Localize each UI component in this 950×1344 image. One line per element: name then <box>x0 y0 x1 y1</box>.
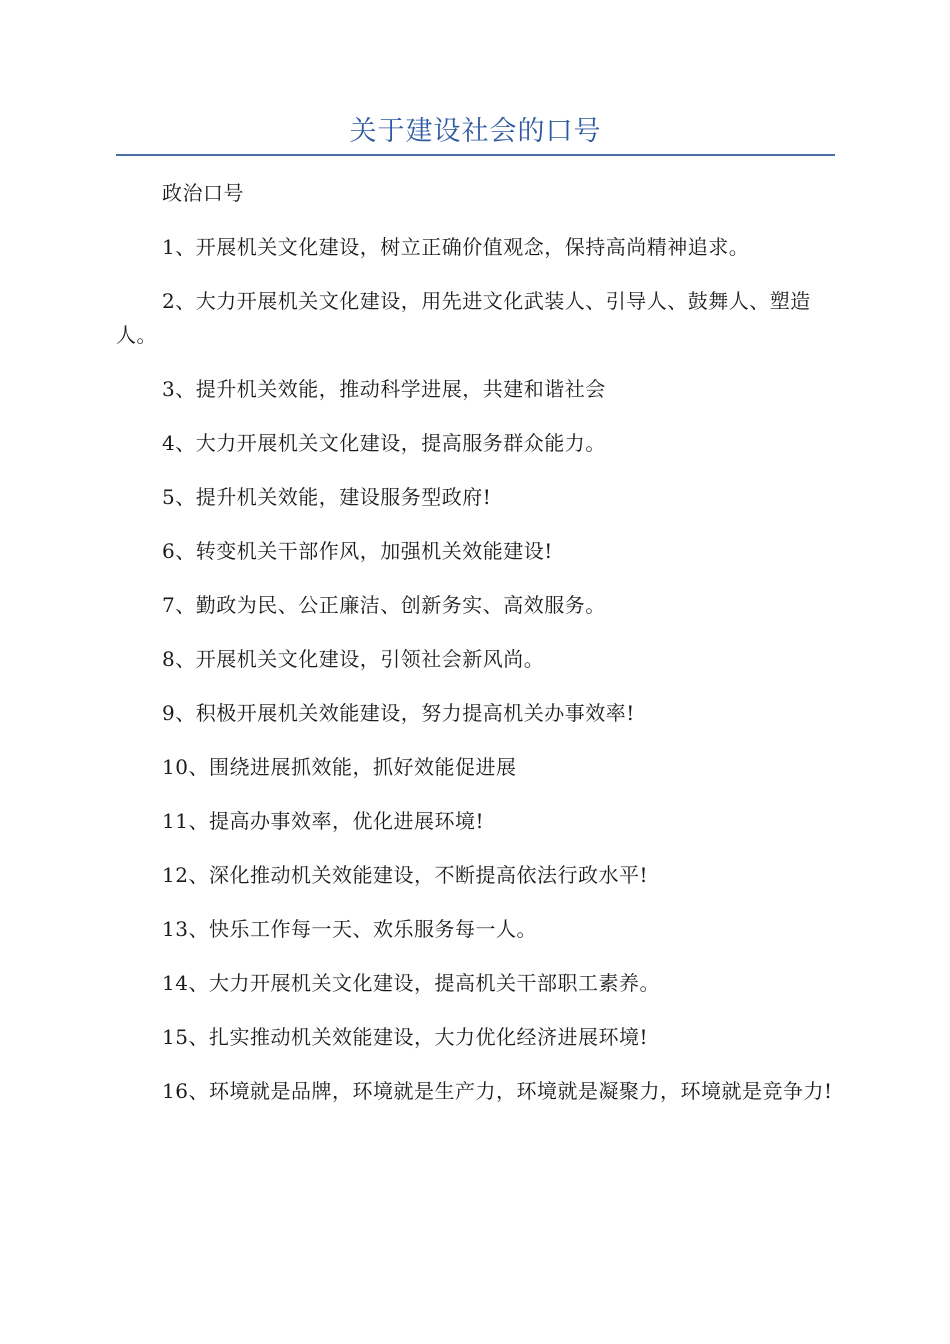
slogan-item: 6、转变机关干部作风，加强机关效能建设! <box>162 539 553 563</box>
document-body <box>116 176 835 1128</box>
slogan-item: 16、环境就是品牌，环境就是生产力，环境就是凝聚力，环境就是竞争力! <box>162 1079 833 1103</box>
slogan-item: 1、开展机关文化建设，树立正确价值观念，保持高尚精神追求。 <box>162 235 750 259</box>
slogan-item: 8、开展机关文化建设，引领社会新风尚。 <box>162 647 545 671</box>
slogan-item: 4、大力开展机关文化建设，提高服务群众能力。 <box>162 431 606 455</box>
slogan-item: 9、积极开展机关效能建设，努力提高机关办事效率! <box>162 701 635 725</box>
slogan-item: 10、围绕进展抓效能，抓好效能促进展 <box>162 755 517 779</box>
title-underline <box>116 154 835 156</box>
slogan-item: 2、大力开展机关文化建设，用先进文化武装人、引导人、鼓舞人、塑造人。 <box>116 289 811 347</box>
slogan-item: 13、快乐工作每一天、欢乐服务每一人。 <box>162 917 537 941</box>
slogan-item: 5、提升机关效能，建设服务型政府! <box>162 485 492 509</box>
slogan-item: 14、大力开展机关文化建设，提高机关干部职工素养。 <box>162 971 660 995</box>
slogan-item: 15、扎实推动机关效能建设，大力优化经济进展环境! <box>162 1025 648 1049</box>
slogan-item: 12、深化推动机关效能建设，不断提高依法行政水平! <box>162 863 648 887</box>
slogan-item: 7、勤政为民、公正廉洁、创新务实、高效服务。 <box>162 593 606 617</box>
section-heading: 政治口号 <box>162 181 244 205</box>
document-title: 关于建设社会的口号 <box>349 116 602 147</box>
slogan-item: 11、提高办事效率，优化进展环境! <box>162 809 484 833</box>
slogan-item: 3、提升机关效能，推动科学进展，共建和谐社会 <box>162 377 606 401</box>
